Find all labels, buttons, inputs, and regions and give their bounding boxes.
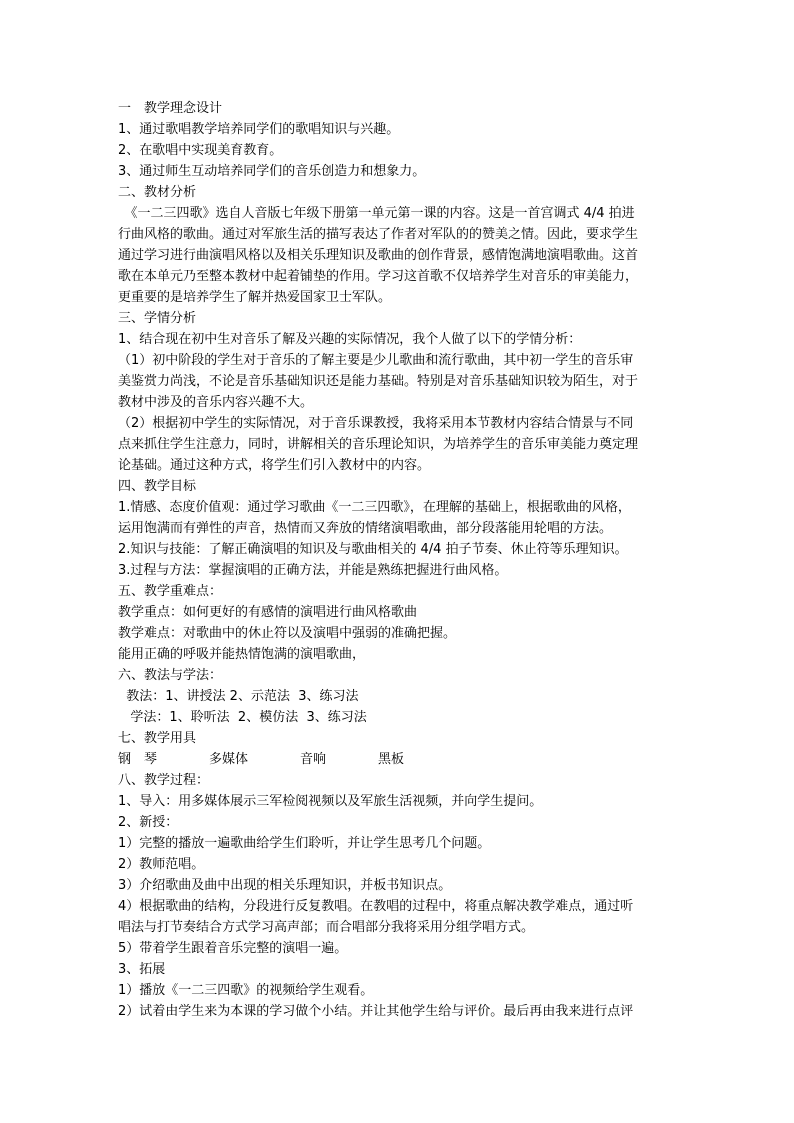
document-line: 学法：1、聆听法 2、模仿法 3、练习法 <box>118 710 367 725</box>
document-line: 通过学习进行曲演唱风格以及相关乐理知识及歌曲的创作背景，感情饱满地演唱歌曲。这首 <box>118 248 639 263</box>
document-line: 唱法与打节奏结合方式学习高声部；而合唱部分我将采用分组学唱方式。 <box>118 920 535 935</box>
document-line: 点来抓住学生注意力，同时，讲解相关的音乐理论知识，为培养学生的音乐审美能力奠定理 <box>118 437 639 452</box>
document-line: 3.过程与方法：掌握演唱的正确方法，并能是熟练把握进行曲风格。 <box>118 563 508 578</box>
document-line: 一 教学理念设计 <box>118 101 223 116</box>
document-line: 3、通过师生互动培养同学们的音乐创造力和想象力。 <box>118 164 426 179</box>
document-line: 七、教学用具 <box>118 731 197 746</box>
document-line: （2）根据初中学生的实际情况，对于音乐课教授，我将采用本节教材内容结合情景与不同 <box>118 416 634 431</box>
document-line: 2.知识与技能：了解正确演唱的知识及与歌曲相关的 4/4 拍子节奏、休止符等乐理知识。 <box>118 542 628 557</box>
document-line: 二、教材分析 <box>118 185 197 200</box>
document-line: 八、教学过程： <box>118 773 210 788</box>
document-line: 行曲风格的歌曲。通过对军旅生活的描写表达了作者对军队的的赞美之情。因此，要求学生 <box>118 227 639 242</box>
document-line: 能用正确的呼吸并能热情饱满的演唱歌曲， <box>118 647 366 662</box>
document-line: 1、导入：用多媒体展示三军检阅视频以及军旅生活视频，并向学生提问。 <box>118 794 543 809</box>
document-line: 4）根据歌曲的结构，分段进行反复教唱。在教唱的过程中，将重点解决教学难点，通过听 <box>118 899 634 914</box>
document-line: 教法：1、讲授法 2、示范法 3、练习法 <box>118 689 359 704</box>
document-line: 2）试着由学生来为本课的学习做个小结。并让其他学生给与评价。最后再由我来进行点评 <box>118 1004 634 1019</box>
document-line: 《一二三四歌》选自人音版七年级下册第一单元第一课的内容。这是一首宫调式 4/4 拍进 <box>118 206 635 221</box>
document-line: 歌在本单元乃至整本教材中起着铺垫的作用。学习这首歌不仅培养学生对音乐的审美能力， <box>118 269 639 284</box>
document-line: 2、新授： <box>118 815 179 830</box>
document-page <box>118 98 684 1022</box>
document-line: （1）初中阶段的学生对于音乐的了解主要是少儿歌曲和流行歌曲，其中初一学生的音乐审 <box>118 353 634 368</box>
document-line: 5）带着学生跟着音乐完整的演唱一遍。 <box>118 941 348 956</box>
document-line: 三、学情分析 <box>118 311 197 326</box>
document-line: 1）完整的播放一遍歌曲给学生们聆听，并让学生思考几个问题。 <box>118 836 491 851</box>
document-line: 更重要的是培养学生了解并热爱国家卫士军队。 <box>118 290 392 305</box>
document-line: 教材中涉及的音乐内容兴趣不大。 <box>118 395 314 410</box>
document-line: 3）介绍歌曲及曲中出现的相关乐理知识，并板书知识点。 <box>118 878 452 893</box>
document-line: 1、结合现在初中生对音乐了解及兴趣的实际情况，我个人做了以下的学情分析： <box>118 332 582 347</box>
document-line: 四、教学目标 <box>118 479 197 494</box>
document-line: 1.情感、态度价值观：通过学习歌曲《一二三四歌》，在理解的基础上，根据歌曲的风格， <box>118 500 631 515</box>
document-line: 美鉴赏力尚浅，不论是音乐基础知识还是能力基础。特别是对音乐基础知识较为陌生，对于 <box>118 374 639 389</box>
document-line: 六、教法与学法： <box>118 668 223 683</box>
document-line: 钢 琴 多媒体 音响 黑板 <box>118 752 405 767</box>
document-line: 教学重点：如何更好的有感情的演唱进行曲风格歌曲 <box>118 605 418 620</box>
document-line: 教学难点：对歌曲中的休止符以及演唱中强弱的准确把握。 <box>118 626 457 641</box>
document-line: 五、教学重难点： <box>118 584 223 599</box>
document-line: 2）教师范唱。 <box>118 857 205 872</box>
document-line: 2、在歌唱中实现美育教育。 <box>118 143 283 158</box>
document-line: 论基础。通过这种方式，将学生们引入教材中的内容。 <box>118 458 431 473</box>
document-line: 运用饱满而有弹性的声音，热情而又奔放的情绪演唱歌曲，部分段落能用轮唱的方法。 <box>118 521 613 536</box>
document-line: 1）播放《一二三四歌》的视频给学生观看。 <box>118 983 374 998</box>
document-line: 1、通过歌唱教学培养同学们的歌唱知识与兴趣。 <box>118 122 400 137</box>
document-line: 3、拓展 <box>118 962 166 977</box>
